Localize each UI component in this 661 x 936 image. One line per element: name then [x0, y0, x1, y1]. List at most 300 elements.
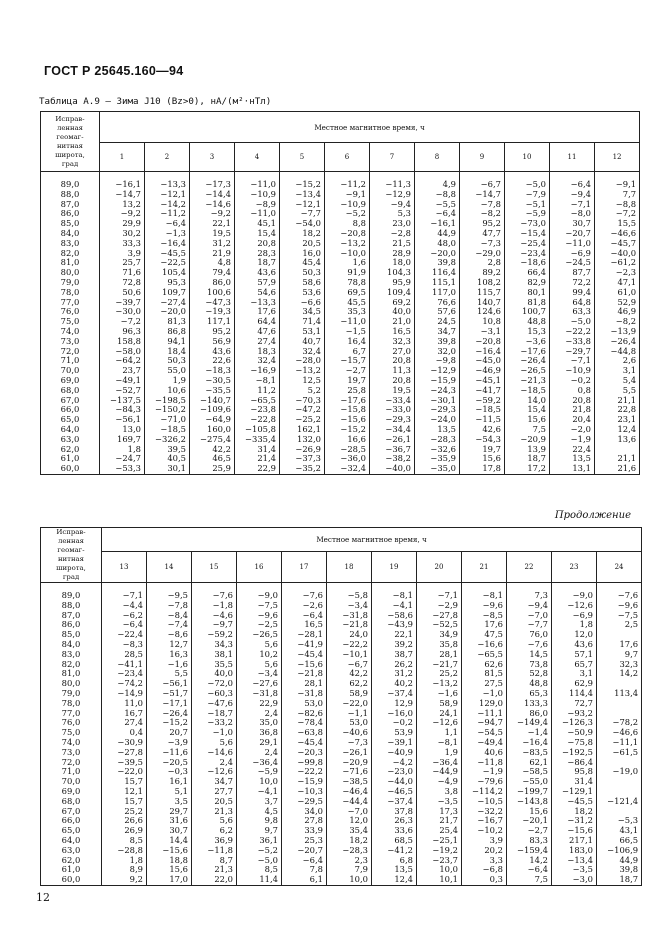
value-cell: 11,0 [102, 699, 147, 709]
value-cell: −15,2 [147, 718, 192, 728]
value-cell: 65,7 [552, 660, 597, 670]
value-cell: −10,5 [462, 797, 507, 807]
value-cell: −2,0 [550, 425, 595, 435]
value-cell: −9,5 [147, 583, 192, 601]
value-cell: 35,0 [237, 718, 282, 728]
value-cell: 28,3 [235, 249, 280, 259]
value-cell: 47,1 [595, 278, 640, 288]
value-cell: 21,6 [595, 464, 640, 474]
value-cell: 8,8 [325, 219, 370, 229]
value-cell: −14,6 [192, 748, 237, 758]
value-cell: 47,5 [462, 630, 507, 640]
value-cell: 25,2 [102, 807, 147, 817]
value-cell: 31,2 [190, 239, 235, 249]
value-cell: 5,4 [595, 376, 640, 386]
latitude-cell: 60,0 [41, 464, 100, 474]
value-cell: −74,2 [102, 679, 147, 689]
value-cell: −0,3 [147, 767, 192, 777]
value-cell: −33,2 [192, 718, 237, 728]
value-cell: −29,7 [550, 347, 595, 357]
hour-header: 17 [282, 552, 327, 583]
value-cell: 21,0 [370, 317, 415, 327]
latitude-cell: 82,0 [41, 249, 100, 259]
value-cell: 16,1 [147, 777, 192, 787]
value-cell: 3,5 [147, 797, 192, 807]
value-cell: 40,7 [280, 337, 325, 347]
value-cell: 21,9 [190, 249, 235, 259]
value-cell: −15,2 [325, 425, 370, 435]
value-cell: −99,8 [282, 758, 327, 768]
value-cell: 34,7 [415, 327, 460, 337]
value-cell: −7,6 [282, 583, 327, 601]
value-cell: −7,7 [280, 209, 325, 219]
latitude-cell: 74,0 [41, 327, 100, 337]
hour-header: 18 [327, 552, 372, 583]
value-cell: −18,7 [192, 709, 237, 719]
value-cell: 7,7 [595, 190, 640, 200]
value-cell: −5,3 [597, 816, 642, 826]
value-cell: −18,5 [460, 405, 505, 415]
latitude-cell: 80,0 [41, 679, 102, 689]
value-cell: −11,6 [147, 748, 192, 758]
value-cell: −19,3 [190, 307, 235, 317]
lat-header-line: ленная [56, 123, 84, 132]
value-cell: 30,1 [145, 464, 190, 474]
value-cell: 2,6 [595, 356, 640, 366]
latitude-cell: 73,0 [41, 337, 100, 347]
value-cell: −40,0 [370, 464, 415, 474]
latitude-cell: 64,0 [41, 836, 102, 846]
value-cell: 12,5 [280, 376, 325, 386]
value-cell: −192,5 [552, 748, 597, 758]
value-cell: −15,6 [282, 660, 327, 670]
value-cell: 17,6 [597, 640, 642, 650]
value-cell: 21,3 [192, 865, 237, 875]
value-cell: 95,2 [190, 327, 235, 337]
value-cell: 15,6 [147, 865, 192, 875]
value-cell: −23,4 [102, 669, 147, 679]
value-cell: 27,4 [235, 337, 280, 347]
value-cell: −11,8 [462, 758, 507, 768]
value-cell: 62,6 [462, 660, 507, 670]
value-cell: 162,1 [280, 425, 325, 435]
value-cell: −46,6 [595, 229, 640, 239]
value-cell: −45,4 [282, 650, 327, 660]
value-cell: −7,3 [327, 738, 372, 748]
value-cell: 32,0 [415, 347, 460, 357]
value-cell: 50,3 [145, 356, 190, 366]
value-cell: −16,7 [462, 816, 507, 826]
value-cell: 132,0 [280, 435, 325, 445]
hour-header: 14 [147, 552, 192, 583]
value-cell: −5,9 [505, 209, 550, 219]
value-cell: 39,8 [415, 258, 460, 268]
hour-header: 20 [417, 552, 462, 583]
value-cell: −335,4 [235, 435, 280, 445]
value-cell: −129,1 [552, 787, 597, 797]
value-cell: −47,2 [280, 405, 325, 415]
value-cell: 27,5 [462, 679, 507, 689]
value-cell: 22,0 [192, 875, 237, 885]
value-cell: −14,4 [190, 190, 235, 200]
value-cell: 12,1 [102, 787, 147, 797]
value-cell: 32,4 [280, 347, 325, 357]
value-cell: −26,9 [280, 445, 325, 455]
value-cell: 113,4 [597, 689, 642, 699]
value-cell: 3,9 [462, 836, 507, 846]
value-cell: 21,3 [192, 807, 237, 817]
value-cell: 32,4 [235, 356, 280, 366]
value-cell: 10,0 [327, 875, 372, 885]
value-cell: −28,3 [327, 846, 372, 856]
value-cell: 58,6 [280, 278, 325, 288]
value-cell: 8,9 [102, 865, 147, 875]
value-cell: −52,7 [100, 386, 145, 396]
latitude-cell: 63,0 [41, 435, 100, 445]
hour-header: 15 [192, 552, 237, 583]
value-cell: 12,9 [372, 699, 417, 709]
value-cell: 114,4 [552, 689, 597, 699]
value-cell: 52,8 [507, 669, 552, 679]
value-cell: 57,6 [415, 307, 460, 317]
value-cell: 21,5 [370, 239, 415, 249]
value-cell: 15,6 [505, 415, 550, 425]
value-cell: 47,6 [235, 327, 280, 337]
value-cell: −7,0 [327, 807, 372, 817]
value-cell: 30,7 [147, 826, 192, 836]
value-cell: −106,9 [597, 846, 642, 856]
value-cell: 2,3 [327, 856, 372, 866]
value-cell: −37,4 [372, 689, 417, 699]
hour-header: 7 [370, 143, 415, 172]
value-cell: 15,5 [595, 219, 640, 229]
value-cell: −9,6 [237, 611, 282, 621]
value-cell: 3,1 [552, 669, 597, 679]
value-cell: 115,1 [415, 278, 460, 288]
value-cell: 3,9 [100, 249, 145, 259]
value-cell: −65,5 [235, 396, 280, 406]
value-cell: 160,0 [190, 425, 235, 435]
latitude-cell: 68,0 [41, 386, 100, 396]
value-cell: 44,9 [597, 856, 642, 866]
value-cell: −71,6 [327, 767, 372, 777]
value-cell: 2,4 [237, 748, 282, 758]
value-cell: −22,2 [550, 327, 595, 337]
value-cell: −2,8 [370, 229, 415, 239]
value-cell: −22,0 [102, 767, 147, 777]
hour-header: 23 [552, 552, 597, 583]
value-cell: 4,8 [190, 258, 235, 268]
latitude-cell: 77,0 [41, 709, 102, 719]
value-cell: −23,7 [417, 856, 462, 866]
latitude-cell: 62,0 [41, 445, 100, 455]
value-cell: −19,2 [417, 846, 462, 856]
value-cell: 25,3 [282, 836, 327, 846]
latitude-cell: 66,0 [41, 816, 102, 826]
value-cell: 14,4 [147, 836, 192, 846]
value-cell: −13,2 [325, 239, 370, 249]
value-cell: 3,1 [595, 366, 640, 376]
value-cell: −11,5 [460, 415, 505, 425]
value-cell: 15,6 [460, 454, 505, 464]
value-cell: −56,1 [100, 415, 145, 425]
value-cell: 20,8 [370, 376, 415, 386]
value-cell: 64,4 [235, 317, 280, 327]
value-cell: 158,8 [100, 337, 145, 347]
value-cell: −105,8 [235, 425, 280, 435]
value-cell: 14,2 [507, 856, 552, 866]
value-cell: 16,5 [370, 327, 415, 337]
value-cell: 34,5 [280, 307, 325, 317]
value-cell: −35,9 [415, 454, 460, 464]
value-cell: −19,0 [597, 767, 642, 777]
latitude-cell: 83,0 [41, 239, 100, 249]
value-cell: 13,5 [550, 454, 595, 464]
latitude-cell: 61,0 [41, 454, 100, 464]
value-cell: 71,4 [280, 317, 325, 327]
value-cell: 12,0 [552, 630, 597, 640]
value-cell: 25,7 [100, 258, 145, 268]
latitude-cell: 61,0 [41, 865, 102, 875]
value-cell: −22,4 [102, 630, 147, 640]
value-cell: 23,0 [370, 219, 415, 229]
value-cell: −11,0 [550, 239, 595, 249]
value-cell: 14,0 [505, 396, 550, 406]
value-cell: 11,4 [237, 875, 282, 885]
value-cell: 4,9 [415, 172, 460, 190]
value-cell: 46,5 [190, 454, 235, 464]
value-cell: 1,1 [417, 728, 462, 738]
value-cell: 55,0 [145, 366, 190, 376]
latitude-cell: 67,0 [41, 807, 102, 817]
value-cell: −4,1 [372, 601, 417, 611]
value-cell: 32,3 [370, 337, 415, 347]
value-cell: 76,0 [507, 630, 552, 640]
value-cell: 39,2 [372, 640, 417, 650]
value-cell: −27,4 [145, 298, 190, 308]
value-cell: 66,5 [597, 836, 642, 846]
value-cell: −32,6 [415, 445, 460, 455]
value-cell: 20,8 [550, 396, 595, 406]
value-cell: −7,6 [192, 583, 237, 601]
value-cell: 24,1 [417, 709, 462, 719]
latitude-cell: 79,0 [41, 278, 100, 288]
value-cell: 15,7 [102, 797, 147, 807]
value-cell: 33,3 [100, 239, 145, 249]
latitude-cell: 75,0 [41, 728, 102, 738]
value-cell: 69,5 [325, 288, 370, 298]
value-cell: 13,2 [100, 200, 145, 210]
value-cell: −21,8 [282, 669, 327, 679]
value-cell: 2,4 [237, 709, 282, 719]
value-cell: 17,6 [462, 620, 507, 630]
lat-header-line: геомаг- [56, 132, 84, 141]
value-cell: 45,4 [280, 258, 325, 268]
value-cell: 217,1 [552, 836, 597, 846]
value-cell: 23,1 [595, 415, 640, 425]
value-cell: −24,7 [100, 454, 145, 464]
value-cell: −114,2 [462, 787, 507, 797]
value-cell: −1,6 [417, 689, 462, 699]
value-cell: 1,8 [102, 856, 147, 866]
value-cell: 22,9 [237, 699, 282, 709]
value-cell: 12,0 [327, 816, 372, 826]
value-cell: 10,0 [417, 865, 462, 875]
value-cell: −26,4 [505, 356, 550, 366]
value-cell: −8,4 [147, 611, 192, 621]
value-cell: −7,2 [100, 317, 145, 327]
continued-label: Продолжение [554, 510, 631, 521]
value-cell: 10,1 [417, 875, 462, 885]
value-cell: 13,1 [550, 464, 595, 474]
value-cell: −8,2 [460, 209, 505, 219]
lat-header-line: геомаг- [57, 546, 85, 554]
data-table-hours-13-24 [40, 527, 642, 886]
value-cell: 117,0 [415, 288, 460, 298]
value-cell: −8,2 [595, 317, 640, 327]
value-cell: 133,3 [507, 699, 552, 709]
value-cell: 94,1 [145, 337, 190, 347]
value-cell: 53,1 [280, 327, 325, 337]
local-time-header: Местное магнитное время, ч [102, 528, 642, 552]
value-cell: −11,0 [325, 317, 370, 327]
value-cell: 99,4 [550, 288, 595, 298]
value-cell: 62,9 [552, 679, 597, 689]
value-cell: 12,4 [595, 425, 640, 435]
value-cell: −73,0 [505, 219, 550, 229]
value-cell: 169,7 [100, 435, 145, 445]
value-cell: 13,5 [415, 425, 460, 435]
value-cell: 83,3 [507, 836, 552, 846]
value-cell: −51,7 [147, 689, 192, 699]
value-cell: −20,3 [282, 748, 327, 758]
value-cell: 35,8 [417, 640, 462, 650]
value-cell: −71,0 [145, 415, 190, 425]
value-cell: 57,9 [235, 278, 280, 288]
value-cell: 1,8 [100, 445, 145, 455]
value-cell: −143,8 [507, 797, 552, 807]
value-cell: 109,4 [370, 288, 415, 298]
value-cell: −41,1 [102, 660, 147, 670]
value-cell: −78,4 [282, 718, 327, 728]
lat-header-line: град [61, 159, 79, 168]
value-cell: −8,6 [147, 630, 192, 640]
latitude-cell: 72,0 [41, 347, 100, 357]
value-cell: −150,2 [145, 405, 190, 415]
value-cell: 129,0 [462, 699, 507, 709]
value-cell: −1,9 [550, 435, 595, 445]
value-cell: 8,7 [192, 856, 237, 866]
value-cell: −45,7 [595, 239, 640, 249]
value-cell: −11,0 [235, 172, 280, 190]
value-cell: −10,1 [327, 650, 372, 660]
value-cell: −1,6 [147, 660, 192, 670]
latitude-cell: 70,0 [41, 366, 100, 376]
value-cell: −41,2 [372, 846, 417, 856]
value-cell: 29,7 [147, 807, 192, 817]
value-cell: −50,9 [552, 728, 597, 738]
value-cell: 26,2 [372, 660, 417, 670]
value-cell: 16,7 [102, 709, 147, 719]
latitude-cell: 68,0 [41, 797, 102, 807]
value-cell: −11,0 [235, 209, 280, 219]
value-cell: 6,1 [282, 875, 327, 885]
value-cell: −1,4 [507, 728, 552, 738]
value-cell: −10,9 [235, 190, 280, 200]
value-cell: −4,6 [192, 611, 237, 621]
value-cell: −10,9 [550, 366, 595, 376]
value-cell: 21,1 [595, 454, 640, 464]
value-cell: −5,0 [550, 317, 595, 327]
value-cell: −9,2 [100, 209, 145, 219]
value-cell: −72,0 [192, 679, 237, 689]
latitude-cell: 75,0 [41, 317, 100, 327]
value-cell: −5,1 [505, 200, 550, 210]
latitude-cell: 70,0 [41, 777, 102, 787]
latitude-column-header [41, 528, 102, 583]
value-cell: −2,7 [325, 366, 370, 376]
value-cell: 42,2 [327, 669, 372, 679]
latitude-cell: 85,0 [41, 219, 100, 229]
lat-header-line: Исправ- [55, 114, 85, 123]
lat-header-line: ленная [57, 537, 85, 545]
value-cell: 18,7 [505, 454, 550, 464]
value-cell: 21,8 [550, 405, 595, 415]
value-cell: 33,9 [282, 826, 327, 836]
value-cell: −93,2 [552, 709, 597, 719]
value-cell: 42,6 [460, 425, 505, 435]
value-cell: −11,3 [370, 172, 415, 190]
value-cell: −1,3 [145, 229, 190, 239]
value-cell: 108,2 [460, 278, 505, 288]
latitude-cell: 82,0 [41, 660, 102, 670]
value-cell: −3,5 [552, 865, 597, 875]
value-cell: −11,1 [462, 709, 507, 719]
value-cell: −15,2 [280, 172, 325, 190]
value-cell: 62,1 [507, 758, 552, 768]
value-cell: −7,6 [507, 640, 552, 650]
value-cell: 19,7 [460, 445, 505, 455]
latitude-cell: 83,0 [41, 650, 102, 660]
document-title: ГОСТ Р 25645.160—94 [44, 64, 184, 78]
value-cell: −14,7 [460, 190, 505, 200]
value-cell: 15,7 [102, 777, 147, 787]
value-cell: −64,2 [100, 356, 145, 366]
value-cell: 18,7 [235, 258, 280, 268]
value-cell: −18,3 [190, 366, 235, 376]
value-cell: −59,2 [192, 630, 237, 640]
value-cell: −20,8 [325, 229, 370, 239]
value-cell: 91,9 [325, 268, 370, 278]
value-cell [597, 777, 642, 787]
value-cell: 16,4 [325, 337, 370, 347]
value-cell: −23,8 [235, 405, 280, 415]
value-cell: 45,1 [235, 219, 280, 229]
value-cell: −15,7 [325, 356, 370, 366]
value-cell: 66,4 [505, 268, 550, 278]
value-cell: −198,5 [145, 396, 190, 406]
value-cell: −27,8 [102, 748, 147, 758]
value-cell: −16,6 [462, 640, 507, 650]
value-cell: 22,4 [550, 445, 595, 455]
value-cell: −37,4 [372, 797, 417, 807]
value-cell: −7,3 [460, 239, 505, 249]
value-cell: −9,4 [550, 190, 595, 200]
value-cell: −83,5 [507, 748, 552, 758]
value-cell: −13,4 [552, 856, 597, 866]
table-row [41, 172, 640, 190]
hour-header: 11 [550, 143, 595, 172]
